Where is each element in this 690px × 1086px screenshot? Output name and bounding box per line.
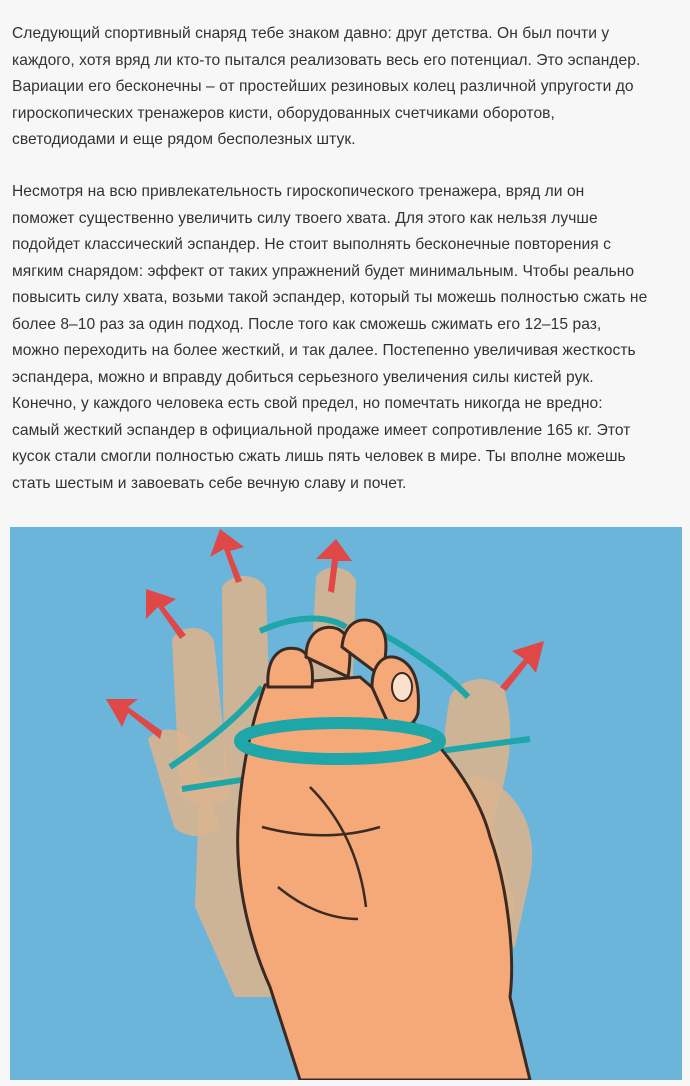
text-line: подойдет классический эспандер. Не стоит выполнять бесконечные повторения с [12,236,612,253]
text-line: более 8–10 раз за один подход. После того как сможешь сжимать его 12–15 раз, [12,315,602,333]
text-line: светодиодами и еще рядом бесполезных штук. [12,131,356,148]
hand-expander-illustration [10,527,682,1080]
text-line: Вариации его бесконечны – от простейших резиновых колец различной упругости до [12,78,634,95]
text-line: Следующий спортивный снаряд тебе знаком давно: друг детства. Он был почти у [12,25,610,42]
hand-drawing [10,527,682,1080]
text-line: Конечно, у каждого человека есть свой предел, но помечтать никогда не вредно: [12,395,603,412]
article-paragraph-2 [12,179,680,497]
text-line: кусок стали смогли полностью сжать лишь пять человек в мире. Ты вполне можешь [12,448,626,465]
text-line: мягким снарядом: эффект от таких упражнений будет минимальным. Чтобы реально [12,262,635,280]
text-line: поможет существенно увеличить силу твоего хвата. Для этого как нельзя лучше [12,209,598,227]
text-line: эспандера, можно и вправду добиться серьезного увеличения силы кистей рук. [12,368,594,386]
text-line: повысить силу хвата, возьми такой эспандер, который ты можешь полностью сжать не [12,289,648,306]
text-line: можно переходить на более жесткий, и так далее. Постепенно увеличивая жесткость [12,342,636,359]
article-paragraph-1 [12,21,680,154]
text-line: каждого, хотя вряд ли кто-то пытался реализовать весь его потенциал. Это эспандер. [12,51,641,69]
text-line: Несмотря на всю привлекательность гироскопического тренажера, вряд ли он [12,183,585,200]
text-line: стать шестым и завоевать себе вечную славу и почет. [12,474,407,492]
thumbnail [392,673,412,701]
text-line: самый жесткий эспандер в официальной продаже имеет сопротивление 165 кг. Этот [12,421,631,439]
text-line: гироскопических тренажеров кисти, оборудованных счетчиками оборотов, [12,104,555,122]
